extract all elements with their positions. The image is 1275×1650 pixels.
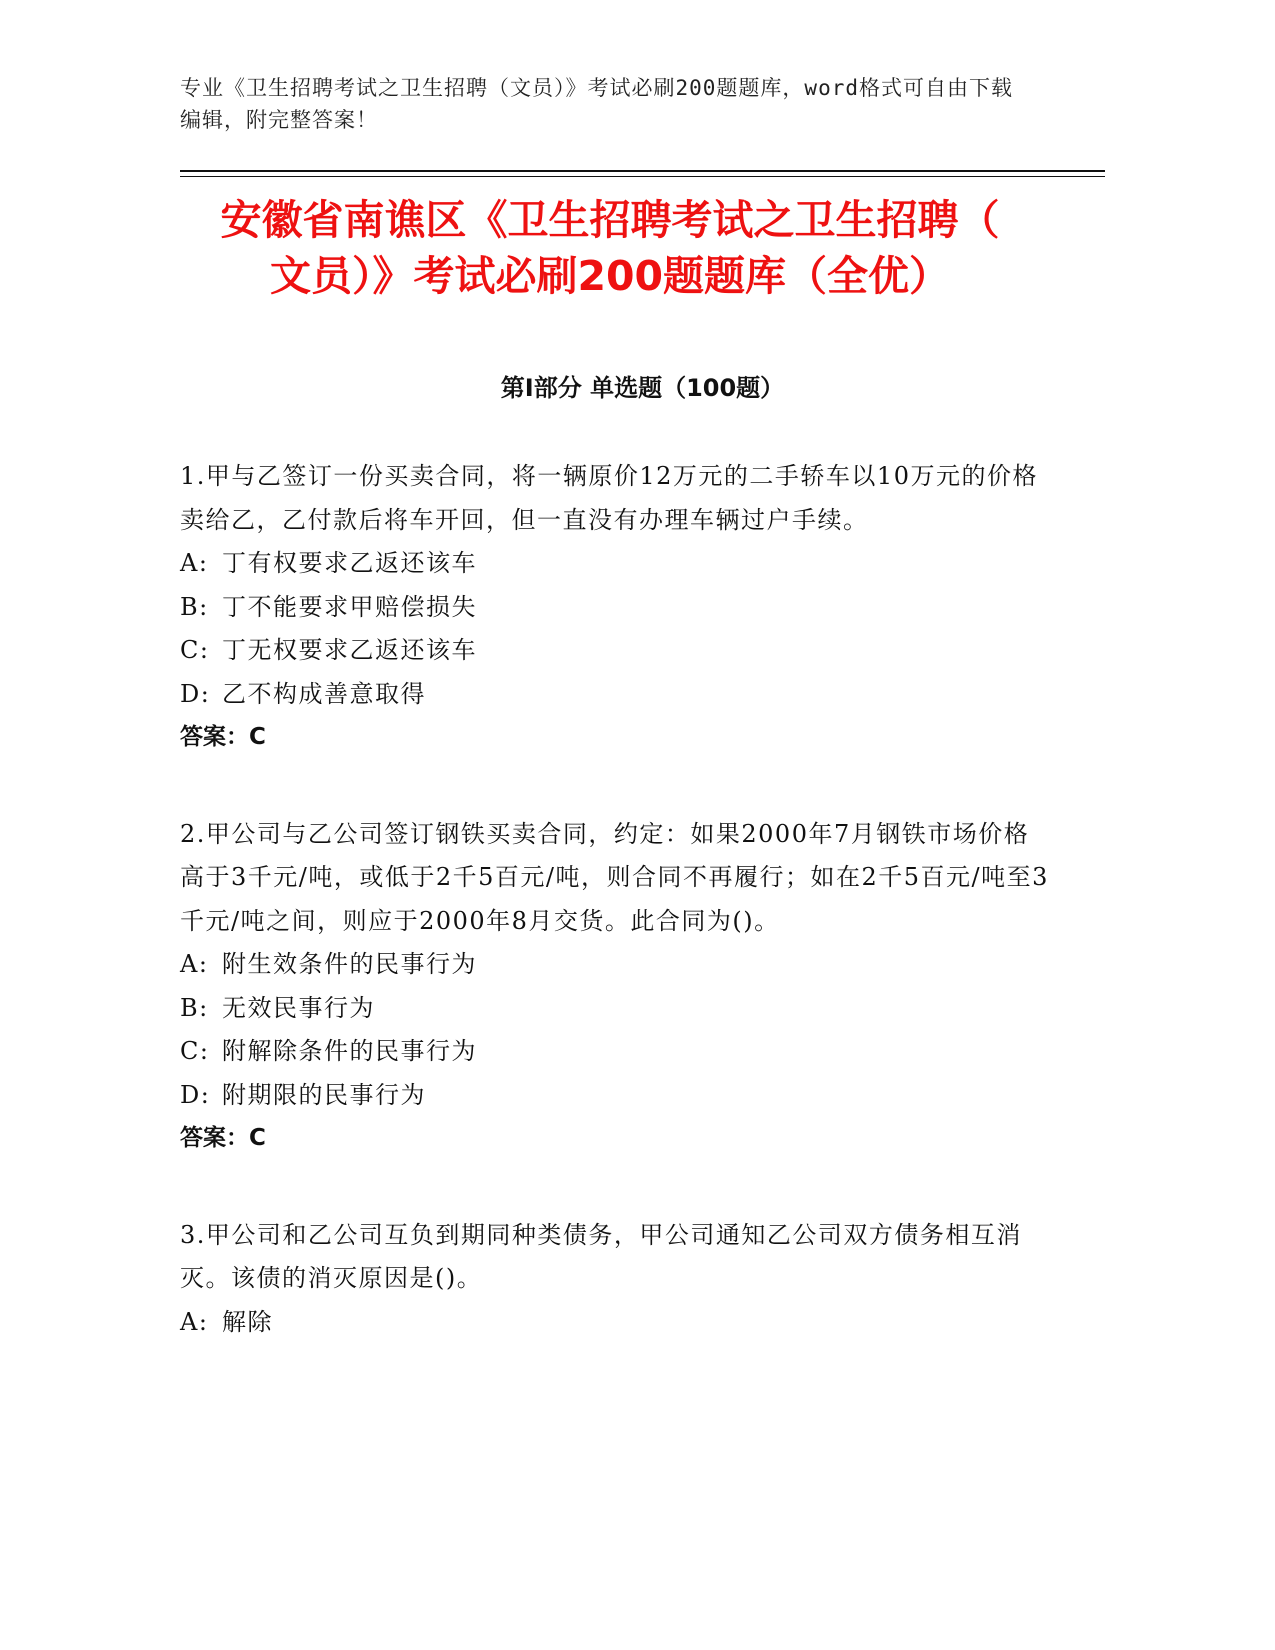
question-option xyxy=(180,586,1050,630)
question-item xyxy=(180,455,1050,760)
intro-text: 专业《卫生招聘考试之卫生招聘（文员）》考试必刷200题题库，word格式可自由下载编辑，附完整答案！ xyxy=(180,76,1013,132)
question-stem: 3.甲公司和乙公司互负到期同种类债务，甲公司通知乙公司双方债务相互消灭。该债的消灭原因是()。 xyxy=(180,1220,1022,1292)
question-answer: 答案：C xyxy=(180,1125,266,1151)
question-stem: 2.甲公司与乙公司签订钢铁买卖合同，约定：如果2000年7月钢铁市场价格高于3千元/吨，或低于2千5百元/吨，则合同不再履行；如在2千5百元/吨至3千元/吨之间，则应于2000年8月交货。此合同为()。 xyxy=(180,819,1049,935)
option-text: 附生效条件的民事行为 xyxy=(222,950,477,978)
question-option xyxy=(180,987,1050,1031)
option-letter: C: xyxy=(180,636,210,664)
question-item xyxy=(180,813,1050,1161)
question-option xyxy=(180,1301,1050,1345)
option-text: 无效民事行为 xyxy=(222,993,375,1022)
question-answer: 答案：C xyxy=(180,724,266,750)
option-text: 丁有权要求乙返还该车 xyxy=(222,549,477,577)
question-option xyxy=(180,673,1050,717)
option-text: 解除 xyxy=(222,1307,273,1336)
question-option xyxy=(180,1074,1050,1118)
header-rule-thick xyxy=(180,170,1105,172)
option-letter: B: xyxy=(180,592,209,621)
document-title xyxy=(180,192,1040,304)
option-text: 丁不能要求甲赔偿损失 xyxy=(222,592,477,621)
option-letter: D: xyxy=(180,1080,211,1109)
question-item xyxy=(180,1214,1050,1345)
section-heading: 第Ⅰ部分 单选题（100题） xyxy=(500,374,785,402)
option-letter: A: xyxy=(180,549,209,577)
option-text: 乙不构成善意取得 xyxy=(222,679,426,708)
header-rule-thin xyxy=(180,176,1105,177)
option-text: 附解除条件的民事行为 xyxy=(222,1037,477,1065)
question-option xyxy=(180,1030,1050,1074)
question-option xyxy=(180,542,1050,586)
question-stem: 1.甲与乙签订一份买卖合同，将一辆原价12万元的二手轿车以10万元的价格卖给乙，乙付款后将车开回，但一直没有办理车辆过户手续。 xyxy=(180,462,1038,534)
option-text: 丁无权要求乙返还该车 xyxy=(222,636,477,664)
option-letter: C: xyxy=(180,1037,210,1065)
title-line-1: 安徽省南谯区《卫生招聘考试之卫生招聘（ xyxy=(220,196,1000,244)
option-text: 附期限的民事行为 xyxy=(222,1080,426,1109)
question-option xyxy=(180,629,1050,673)
question-list xyxy=(180,455,1050,1397)
option-letter: A: xyxy=(180,950,209,978)
title-line-2: 文员）》考试必刷200题题库（全优） xyxy=(269,252,951,300)
question-option xyxy=(180,943,1050,987)
option-letter: B: xyxy=(180,993,209,1022)
option-letter: A: xyxy=(180,1307,209,1336)
option-letter: D: xyxy=(180,679,211,708)
